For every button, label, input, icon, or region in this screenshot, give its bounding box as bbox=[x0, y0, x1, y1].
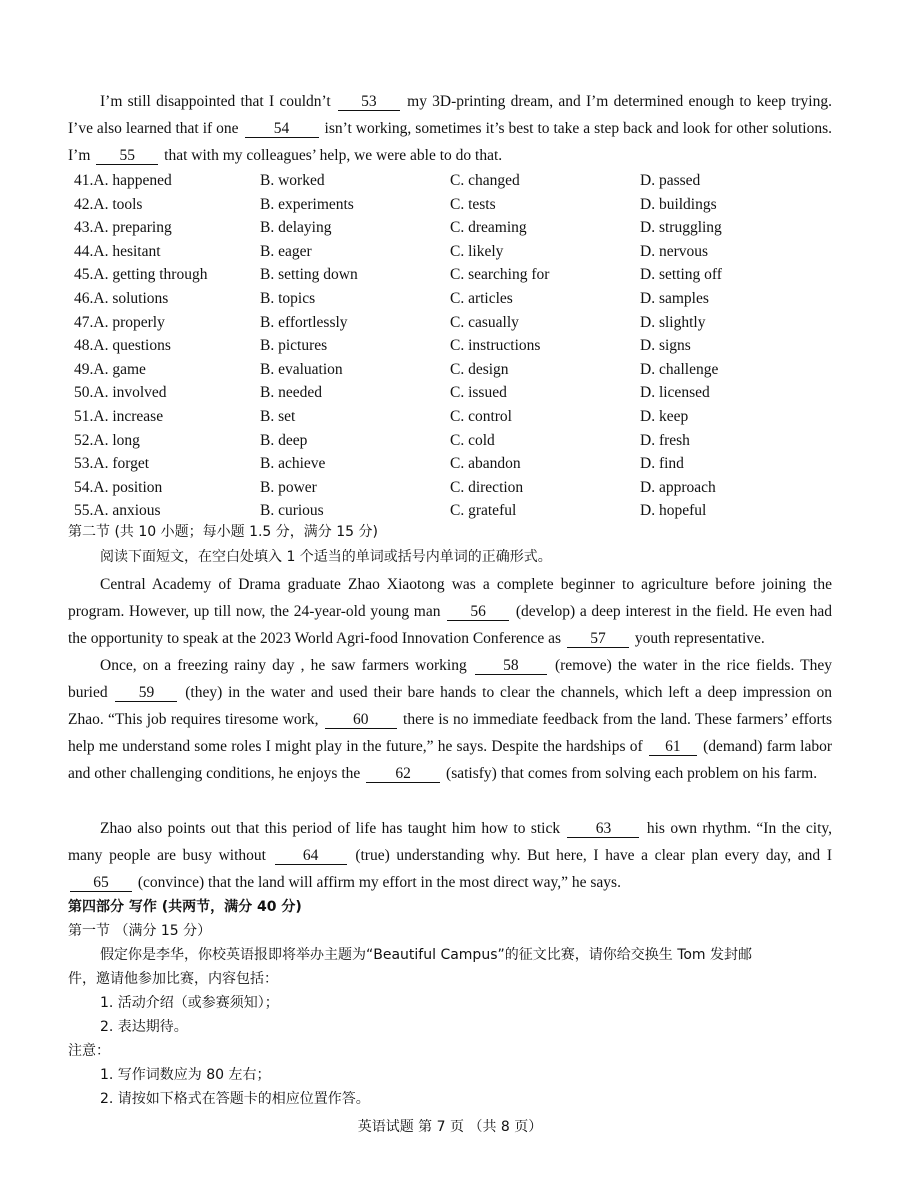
option-b: B. effortlessly bbox=[260, 313, 348, 331]
blank-56: 56 bbox=[447, 603, 509, 621]
option-a: 41.A. happened bbox=[74, 172, 172, 189]
option-row bbox=[74, 216, 834, 240]
blank-64: 64 bbox=[275, 847, 347, 865]
blank-60: 60 bbox=[325, 711, 397, 729]
option-b: B. power bbox=[260, 478, 317, 496]
option-row bbox=[74, 193, 834, 217]
option-b: B. pictures bbox=[260, 337, 328, 355]
option-b: B. deep bbox=[260, 431, 308, 449]
passage-2-paragraph-3: Zhao also points out that this period of life has taught him how to stick 63 his own rhythm. “In the city, many people are busy without 64 (true) understanding why. But here, I have a clear plan every day, and I 65 (convince) that the land will affirm my effort in the most direct way,” he says. bbox=[68, 820, 833, 891]
page-footer: 英语试题 第 7 页 （共 8 页） bbox=[357, 1119, 543, 1135]
option-b: B. needed bbox=[260, 384, 322, 402]
option-b: B. set bbox=[260, 407, 296, 425]
option-a: 54.A. position bbox=[74, 478, 163, 496]
writing-task-line-2: 件，邀请他参加比赛，内容包括： bbox=[68, 971, 278, 987]
option-row bbox=[74, 429, 834, 453]
option-a: 50.A. involved bbox=[74, 384, 167, 402]
option-c: C. design bbox=[450, 360, 509, 378]
option-row bbox=[74, 476, 834, 500]
option-c: C. tests bbox=[450, 195, 496, 213]
option-d: D. keep bbox=[640, 407, 689, 425]
blank-53: 53 bbox=[338, 93, 400, 111]
option-c: C. searching for bbox=[450, 266, 550, 284]
option-b: B. evaluation bbox=[260, 360, 343, 378]
part-4-heading: 第四部分 写作 (共两节，满分 40 分) bbox=[68, 899, 302, 915]
option-row bbox=[74, 311, 834, 335]
blank-55: 55 bbox=[96, 147, 158, 165]
part-4-subheading: 第一节 （满分 15 分） bbox=[68, 923, 212, 939]
passage-1-ending: I’m still disappointed that I couldn’t 53 my 3D-printing dream, and I’m determined enough to keep trying. I’ve also learned that if one 54 isn’t working, sometimes it’s best to take a step back and look for other solutions. I’m 55 that with my colleagues’ help, we were able to do that. bbox=[68, 93, 833, 164]
option-d: D. samples bbox=[640, 289, 709, 307]
option-d: D. fresh bbox=[640, 431, 690, 449]
option-c: C. casually bbox=[450, 313, 519, 331]
option-a: 44.A. hesitant bbox=[74, 242, 161, 260]
option-a: 53.A. forget bbox=[74, 455, 150, 473]
option-d: D. find bbox=[640, 455, 684, 473]
option-row bbox=[74, 499, 834, 523]
option-b: B. setting down bbox=[260, 266, 358, 284]
option-row bbox=[74, 240, 834, 264]
passage-2-paragraph-1: Central Academy of Drama graduate Zhao Xiaotong was a complete beginner to agriculture before joining the program. However, up till now, the 24-year-old young man 56 (develop) a deep interest in the field. He even had the opportunity to speak at the 2023 World Agri-food Innovation Conference as 57 youth representative. bbox=[68, 576, 832, 647]
options-grid bbox=[74, 169, 834, 523]
section-2-instruction: 阅读下面短文，在空白处填入 1 个适当的单词或括号内单词的正确形式。 bbox=[100, 549, 552, 565]
blank-59: 59 bbox=[115, 684, 177, 702]
option-a: 55.A. anxious bbox=[74, 502, 161, 520]
option-b: B. achieve bbox=[260, 455, 326, 473]
blank-65: 65 bbox=[70, 874, 132, 892]
option-row bbox=[74, 381, 834, 405]
option-d: D. nervous bbox=[640, 242, 709, 260]
option-d: D. buildings bbox=[640, 195, 717, 213]
option-c: C. likely bbox=[450, 242, 504, 260]
option-c: C. control bbox=[450, 407, 512, 425]
option-c: C. cold bbox=[450, 431, 495, 449]
option-d: D. licensed bbox=[640, 384, 710, 402]
option-d: D. passed bbox=[640, 172, 701, 189]
option-c: C. abandon bbox=[450, 455, 521, 473]
option-a: 49.A. game bbox=[74, 360, 146, 378]
option-a: 48.A. questions bbox=[74, 337, 171, 355]
option-b: B. topics bbox=[260, 289, 316, 307]
option-d: D. hopeful bbox=[640, 502, 707, 520]
option-d: D. struggling bbox=[640, 219, 722, 237]
option-c: C. changed bbox=[450, 172, 520, 189]
option-a: 47.A. properly bbox=[74, 313, 165, 331]
section-2-heading: 第二节 (共 10 小题；每小题 1.5 分，满分 15 分) bbox=[68, 524, 378, 540]
option-d: D. approach bbox=[640, 478, 716, 496]
blank-54: 54 bbox=[245, 120, 319, 138]
option-c: C. direction bbox=[450, 478, 524, 496]
option-c: C. dreaming bbox=[450, 219, 527, 237]
option-d: D. slightly bbox=[640, 313, 706, 331]
option-c: C. issued bbox=[450, 384, 507, 402]
passage-2-paragraph-2: Once, on a freezing rainy day , he saw farmers working 58 (remove) the water in the rice fields. They buried 59 (they) in the water and used their bare hands to clear the channels, which left a deep impression on Zhao. “This job requires tiresome work, 60 there is no immediate feedback from the land. These farmers’ efforts help me understand some roles I might play in the future,” he says. Despite the hardships of 61 (demand) farm labor and other challenging conditions, he enjoys the 62 (satisfy) that comes from solving each problem on his farm. bbox=[68, 657, 833, 782]
option-b: B. eager bbox=[260, 242, 312, 260]
blank-57: 57 bbox=[567, 630, 629, 648]
option-b: B. worked bbox=[260, 172, 325, 189]
option-row bbox=[74, 452, 834, 476]
option-c: C. instructions bbox=[450, 337, 541, 355]
option-d: D. setting off bbox=[640, 266, 722, 284]
writing-task-line-1: 假定你是李华，你校英语报即将举办主题为“Beautiful Campus”的征文比赛，请你给交换生 Tom 发封邮 bbox=[100, 947, 753, 963]
option-a: 45.A. getting through bbox=[74, 266, 208, 284]
blank-62: 62 bbox=[366, 765, 440, 783]
note-2: 2. 请按如下格式在答题卡的相应位置作答。 bbox=[100, 1091, 370, 1107]
option-c: C. grateful bbox=[450, 502, 517, 520]
option-row bbox=[74, 263, 834, 287]
note-1: 1. 写作词数应为 80 左右； bbox=[100, 1067, 271, 1083]
option-row bbox=[74, 169, 834, 193]
blank-63: 63 bbox=[567, 820, 639, 838]
option-a: 51.A. increase bbox=[74, 407, 164, 425]
option-b: B. experiments bbox=[260, 195, 354, 213]
option-a: 46.A. solutions bbox=[74, 289, 169, 307]
option-row bbox=[74, 405, 834, 429]
option-d: D. signs bbox=[640, 337, 691, 355]
writing-task-item-1: 1. 活动介绍（或参赛须知）； bbox=[100, 995, 279, 1011]
option-row bbox=[74, 358, 834, 382]
blank-58: 58 bbox=[475, 657, 547, 675]
option-d: D. challenge bbox=[640, 360, 719, 378]
option-b: B. curious bbox=[260, 502, 324, 520]
notes-label: 注意： bbox=[68, 1043, 110, 1059]
blank-61: 61 bbox=[649, 738, 697, 756]
option-row bbox=[74, 287, 834, 311]
option-c: C. articles bbox=[450, 289, 513, 307]
option-row bbox=[74, 334, 834, 358]
option-b: B. delaying bbox=[260, 219, 332, 237]
option-a: 42.A. tools bbox=[74, 195, 143, 213]
writing-task-item-2: 2. 表达期待。 bbox=[100, 1019, 188, 1035]
option-a: 43.A. preparing bbox=[74, 219, 172, 237]
option-a: 52.A. long bbox=[74, 431, 140, 449]
